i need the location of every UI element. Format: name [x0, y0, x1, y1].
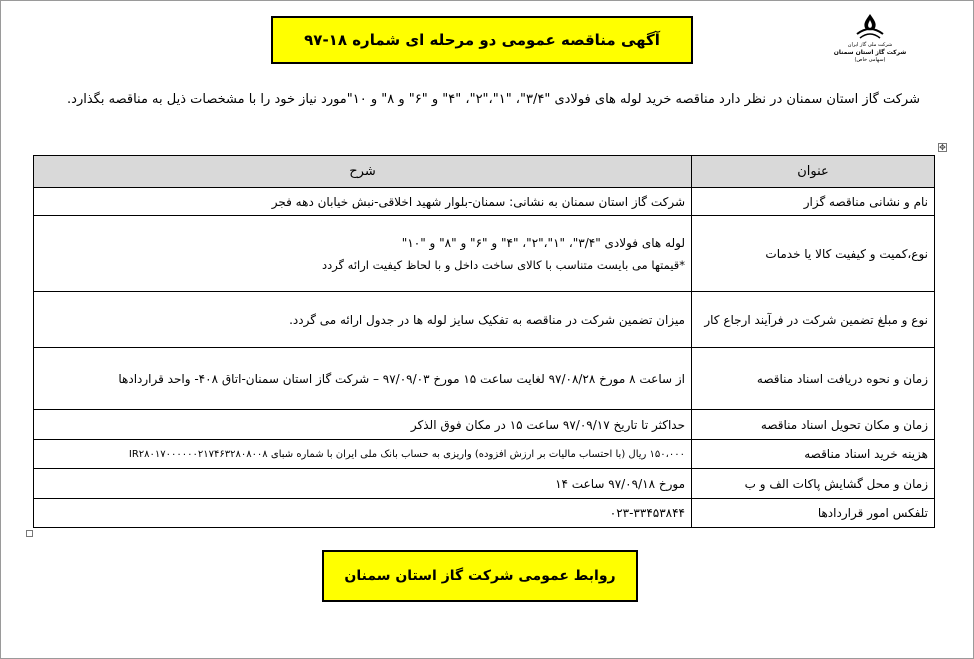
- gas-company-emblem-icon: [853, 12, 887, 42]
- row-desc-deliver-docs: حداکثر تا تاریخ ۹۷/۰۹/۱۷ ساعت ۱۵ در مکان فوق الذکر: [34, 410, 692, 440]
- table-row: [34, 348, 935, 410]
- table-row: [34, 410, 935, 440]
- table-header-row: [34, 156, 935, 188]
- table-move-handle-icon[interactable]: ✥: [939, 143, 946, 152]
- goods-pipe-sizes: لوله های فولادی "۳/۴"، "۱"،"۲"، "۴" و "۶" و "۸" و "۱۰": [401, 235, 685, 250]
- logo-line-1: شرکت ملی گاز ایران: [847, 42, 893, 48]
- table-row: [34, 440, 935, 469]
- tender-specs-table: [33, 155, 935, 528]
- row-desc-opening: مورخ ۹۷/۰۹/۱۸ ساعت ۱۴: [34, 469, 692, 499]
- row-title-goods: نوع،کمیت و کیفیت کالا یا خدمات: [692, 216, 935, 292]
- footer-box: [322, 550, 638, 602]
- tender-title: آگهی مناقصه عمومی دو مرحله ای شماره ۱۸-۹۷: [304, 31, 660, 49]
- row-title-deliver-docs: زمان و مکان تحویل اسناد مناقصه: [692, 410, 935, 440]
- table-row: [34, 188, 935, 216]
- intro-paragraph: شرکت گاز استان سمنان در نظر دارد مناقصه خرید لوله های فولادی "۳/۴"، "۱"،"۲"، "۴" و "۶" و ۸" و ۱۰"مورد نیاز خود را با مشخصات ذیل به مناقصه بگذارد.: [67, 92, 920, 107]
- logo-line-2: شرکت گاز استان سمنان: [833, 49, 907, 56]
- row-desc-organizer: شرکت گاز استان سمنان به نشانی: سمنان-بلوار شهید اخلاقی-نبش خیابان دهه فجر: [34, 188, 692, 216]
- row-desc-doc-cost: [34, 440, 692, 469]
- footer-text: روابط عمومی شرکت گاز استان سمنان: [344, 568, 616, 584]
- doc-cost-text: ۱۵۰،۰۰۰ ریال (با احتساب مالیات بر ارزش افزوده) واریزی به حساب بانک ملی ایران با شماره شبای IR۲۸۰۱۷۰۰۰۰۰۰۲۱۷۴۶۳۲۸۰۸۰۰۸: [128, 449, 685, 460]
- row-title-opening: زمان و محل گشایش پاکات الف و ب: [692, 469, 935, 499]
- logo-line-3: (سهامی خاص): [854, 57, 886, 63]
- row-title-organizer: نام و نشانی مناقصه گزار: [692, 188, 935, 216]
- table-row: [34, 469, 935, 499]
- table-row: [34, 499, 935, 528]
- row-desc-goods: [34, 216, 692, 292]
- table-row: [34, 216, 935, 292]
- row-desc-guarantee: میزان تضمین شرکت در مناقصه به تفکیک سایز لوله ها در جدول ارائه می گردد.: [34, 292, 692, 348]
- row-desc-receive-docs: از ساعت ۸ مورخ ۹۷/۰۸/۲۸ لغایت ساعت ۱۵ مورخ ۹۷/۰۹/۰۳ – شرکت گاز استان سمنان-اتاق ۴۰۸- واحد قراردادها: [34, 348, 692, 410]
- table-resize-handle[interactable]: [26, 530, 33, 537]
- row-title-doc-cost: هزینه خرید اسناد مناقصه: [692, 440, 935, 469]
- row-desc-telfax: ۰۲۳-۳۳۴۵۳۸۴۴: [34, 499, 692, 528]
- tender-title-box: [271, 16, 693, 64]
- row-title-receive-docs: زمان و نحوه دریافت اسناد مناقصه: [692, 348, 935, 410]
- company-logo: [830, 12, 910, 74]
- goods-price-note: *قیمتها می بایست متناسب با کالای ساخت داخل و با لحاظ کیفیت ارائه گردد: [321, 257, 685, 272]
- table-row: [34, 292, 935, 348]
- row-title-guarantee: نوع و مبلغ تضمین شرکت در فرآیند ارجاع کار: [692, 292, 935, 348]
- column-header-title: عنوان: [692, 156, 935, 188]
- column-header-desc: شرح: [34, 156, 692, 188]
- row-title-telfax: تلفکس امور قراردادها: [692, 499, 935, 528]
